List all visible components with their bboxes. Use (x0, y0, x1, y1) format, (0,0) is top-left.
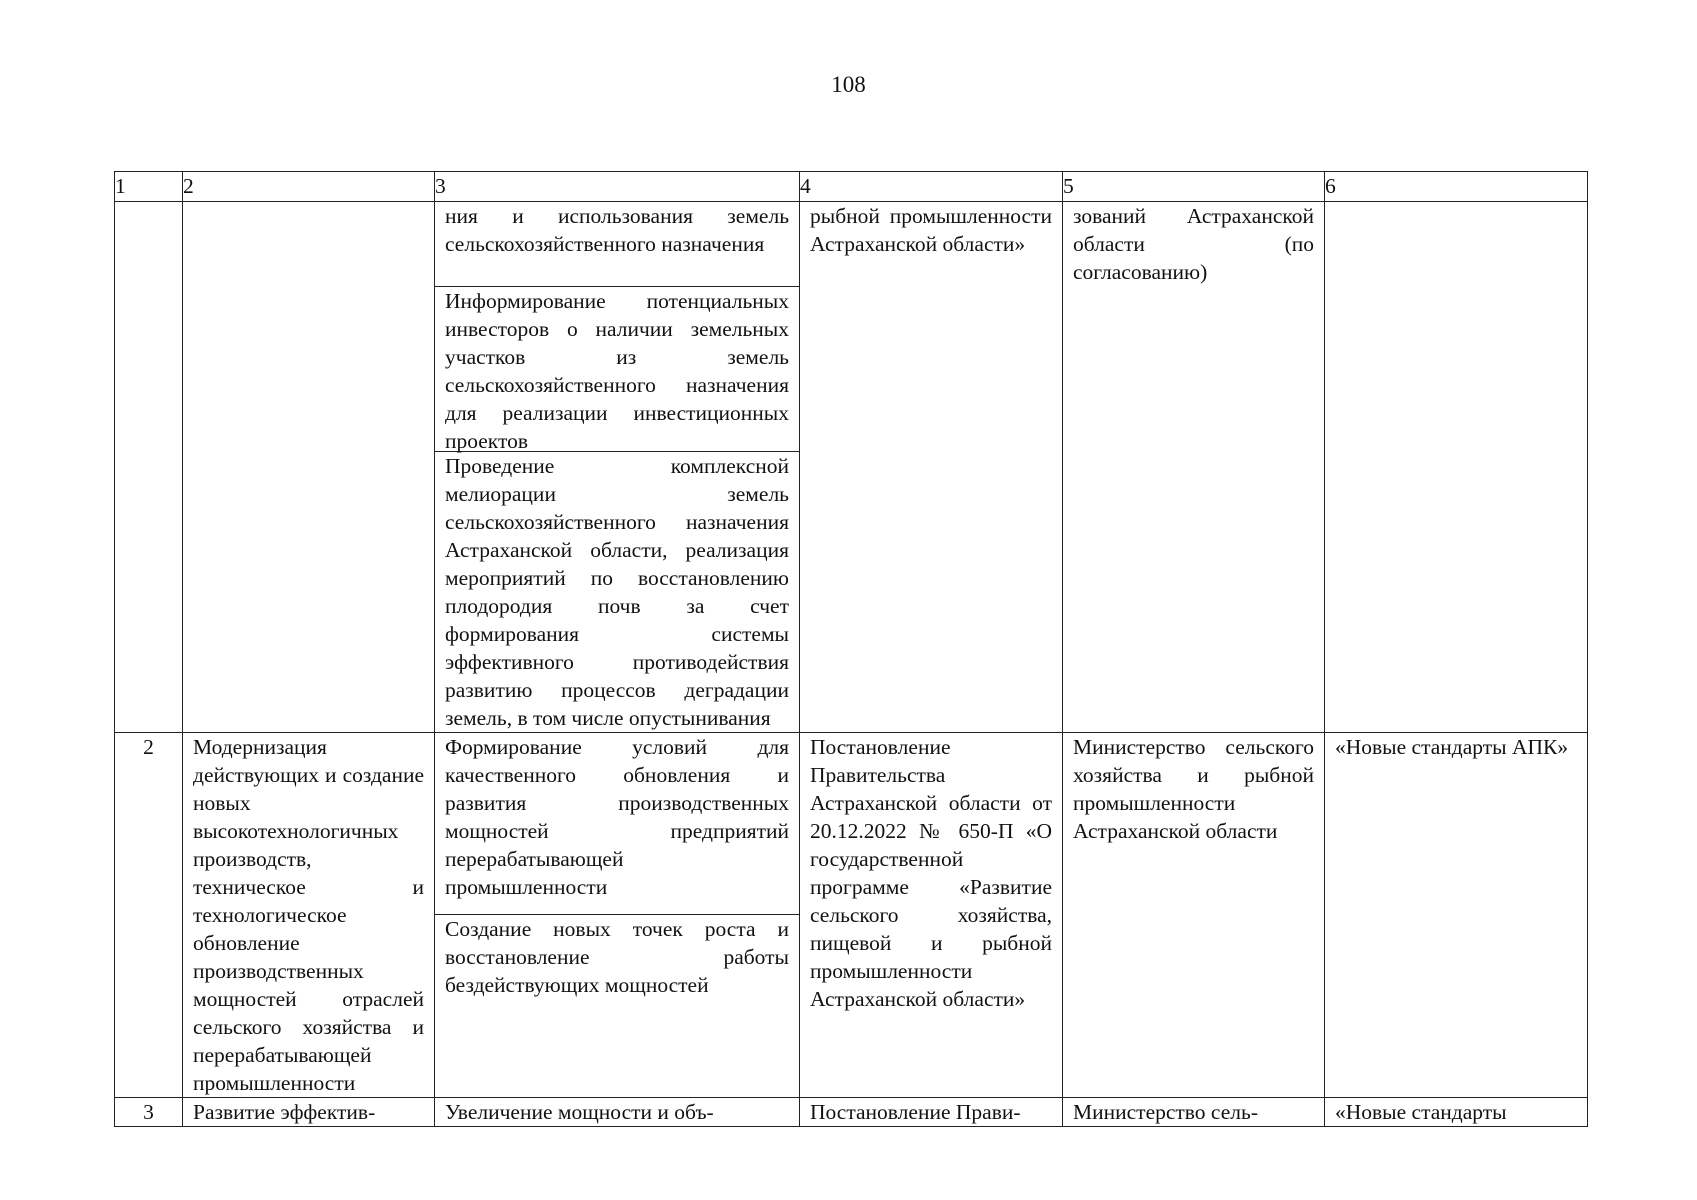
measure-item: Создание новых точек роста и восстановление работы бездействующих мощностей (445, 917, 789, 997)
document-cell: рыбной промышленности Астраханской области» (800, 202, 1063, 733)
table-row (115, 1098, 1588, 1127)
measures-cell (435, 1098, 800, 1127)
goal-cell: Развитие эффектив- (183, 1098, 435, 1127)
header-cell: 5 (1063, 172, 1325, 202)
measures-cell (435, 202, 800, 733)
measures-cell (435, 733, 800, 1098)
executor-cell: Министерство сельского хозяйства и рыбной промышленности Астраханской области (1063, 733, 1325, 1098)
measure-item: Формирование условий для качественного обновления и развития производственных мощностей предприятий перерабатывающей промышленности (445, 735, 789, 899)
executor-cell: Министерство сель- (1063, 1098, 1325, 1127)
project-cell: «Новые стандарты (1325, 1098, 1588, 1127)
row-number-cell: 3 (115, 1098, 183, 1127)
row-number-cell (115, 202, 183, 733)
measure-item: Проведение комплексной мелиорации земель сельскохозяйственного назначения Астраханской области, реализация мероприятий по восстановлению плодородия почв за счет формирования системы эффективного противодействия развитию процессов деградации земель, в том числе опустынивания (445, 454, 789, 730)
row-number-cell: 2 (115, 733, 183, 1098)
goal-cell: Модернизация действующих и создание новых высокотехнологичных производств, техническое и технологическое обновление производственных мощностей отраслей сельского хозяйства и перерабатывающей промышленности (183, 733, 435, 1098)
page-number: 108 (831, 72, 866, 97)
document-cell: Постановление Прави- (800, 1098, 1063, 1127)
measure-item: ния и использования земель сельскохозяйственного назначения (445, 204, 789, 256)
table-row (115, 733, 1588, 1098)
project-cell (1325, 202, 1588, 733)
measure-item: Информирование потенциальных инвесторов о наличии земельных участков из земель сельскохозяйственного назначения для реализации инвестиционных проектов (445, 289, 789, 453)
goal-cell (183, 202, 435, 733)
header-cell: 1 (115, 172, 183, 202)
header-cell: 3 (435, 172, 800, 202)
measure-item: Увеличение мощности и объ- (445, 1100, 714, 1124)
header-cell: 4 (800, 172, 1063, 202)
table-header-row (115, 172, 1588, 202)
table-row (115, 202, 1588, 733)
header-cell: 6 (1325, 172, 1588, 202)
header-cell: 2 (183, 172, 435, 202)
plan-table (114, 171, 1588, 1127)
executor-cell: зований Астраханской области (по согласованию) (1063, 202, 1325, 733)
project-cell: «Новые стандарты АПК» (1325, 733, 1588, 1098)
document-cell: Постановление Правительства Астраханской области от 20.12.2022 № 650-П «О государственной программе «Развитие сельского хозяйства, пищевой и рыбной промышленности Астраханской области» (800, 733, 1063, 1098)
